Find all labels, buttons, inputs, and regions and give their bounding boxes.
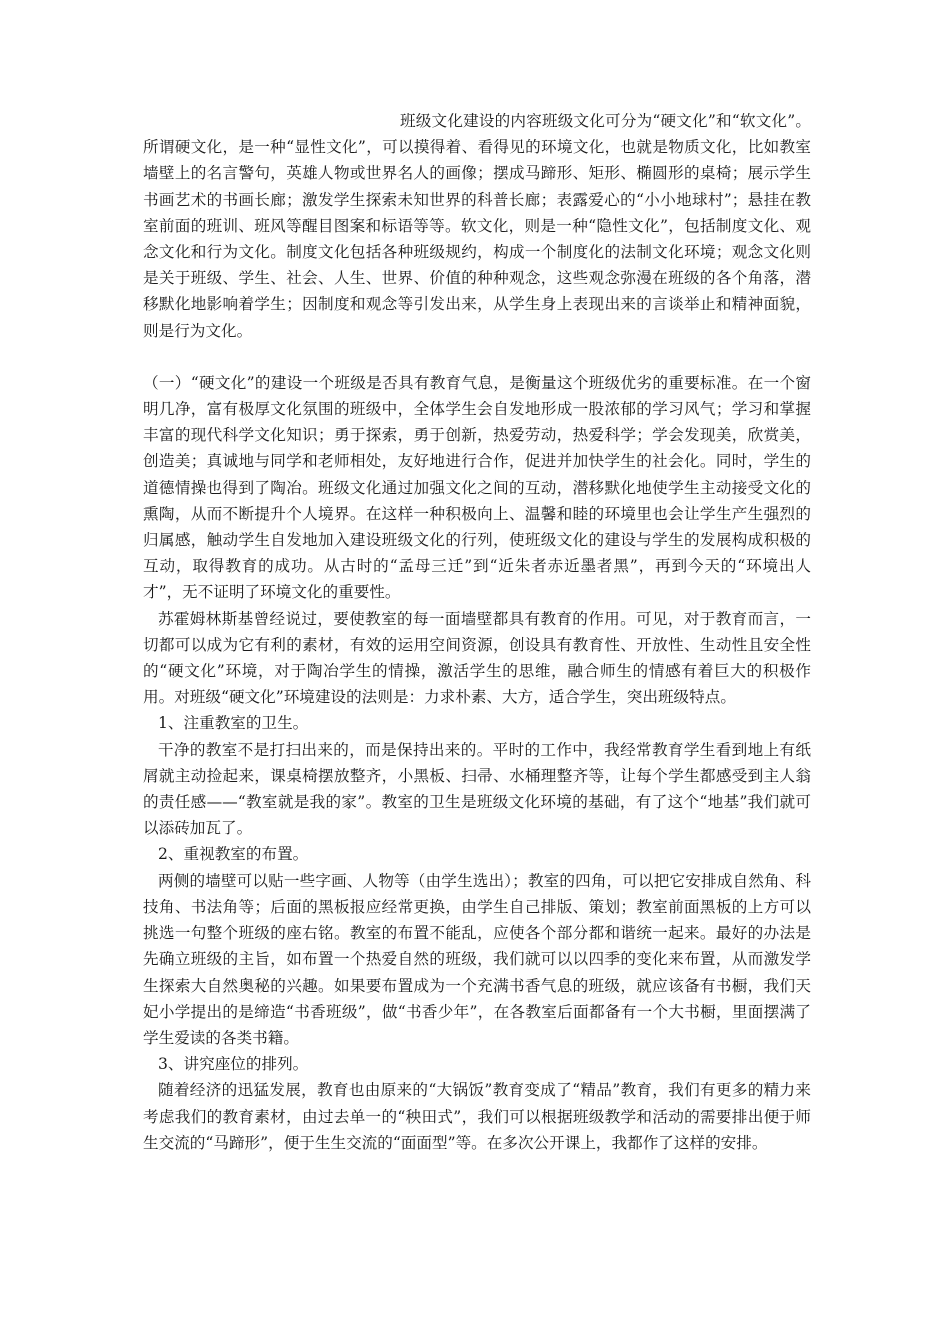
heading-seating: 3、讲究座位的排列。 — [158, 1055, 309, 1074]
paragraph-spacer — [143, 344, 811, 370]
paragraph-seating: 随着经济的迅猛发展，教育也由原来的“大锅饭”教育变成了“精品”教育，我们有更多的精力来考虑我们的教育素材，由过去单一的“秧田式”，我们可以根据班级教学和活动的需要排出便于师生交流的“马蹄形”，便于生生交流的“面面型”等。在多次公开课上，我都作了这样的安排。 — [143, 1081, 811, 1152]
paragraph-decoration: 两侧的墙壁可以贴一些字画、人物等（由学生选出）；教室的四角，可以把它安排成自然角、科技角、书法角等；后面的黑板报应经常更换，由学生自己排版、策划；教室前面黑板的上方可以挑选一句整个班级的座右铭。教室的布置不能乱，应使各个部分都和谐统一起来。最好的办法是先确立班级的主旨，如布置一个热爱自然的班级，我们就可以以四季的变化来布置，从而激发学生探索大自然奥秘的兴趣。如果要布置成为一个充满书香气息的班级，就应该备有书橱，我们天妃小学提出的是缔造“书香班级”，做“书香少年”，在各教室后面都备有一个大书橱，里面摆满了学生爱读的各类书籍。 — [143, 871, 811, 1047]
paragraph-hygiene: 干净的教室不是打扫出来的，而是保持出来的。平时的工作中，我经常教育学生看到地上有纸屑就主动捡起来，课桌椅摆放整齐，小黑板、扫帚、水桶理整齐等，让每个学生都感受到主人翁的责任感——“教室就是我的家”。教室的卫生是班级文化环境的基础，有了这个“地基”我们就可以添砖加瓦了。 — [143, 740, 811, 838]
paragraph-sukhomlinsky: 苏霍姆林斯基曾经说过，要使教室的每一面墙壁都具有教育的作用。可见，对于教育而言，一切都可以成为它有利的素材，有效的运用空间资源，创设具有教育性、开放性、生动性且安全性的“硬文化”环境，对于陶冶学生的情操，激活学生的思维，融合师生的情感有着巨大的积极作用。对班级“硬文化”环境建设的法则是：力求朴素、大方，适合学生，突出班级特点。 — [143, 609, 811, 707]
document-body — [143, 108, 811, 1156]
paragraph-intro: 班级文化建设的内容班级文化可分为“硬文化”和“软文化”。所谓硬文化，是一种“显性文化”，可以摸得着、看得见的环境文化，也就是物质文化，比如教室墙壁上的名言警句，英雄人物或世界名人的画像；摆成马蹄形、矩形、椭圆形的桌椅；展示学生书画艺术的书画长廊；激发学生探索未知世界的科普长廊；表露爱心的“小小地球村”；悬挂在教室前面的班训、班风等醒目图案和标语等等。软文化，则是一种“隐性文化”，包括制度文化、观念文化和行为文化。制度文化包括各种班级规约，构成一个制度化的法制文化环境；观念文化则是关于班级、学生、社会、人生、世界、价值的种种观念，这些观念弥漫在班级的各个角落，潜移默化地影响着学生；因制度和观念等引发出来，从学生身上表现出来的言谈举止和精神面貌，则是行为文化。 — [143, 112, 811, 340]
paragraph-hard-culture: （一）“硬文化”的建设一个班级是否具有教育气息，是衡量这个班级优劣的重要标准。在一个窗明几净，富有极厚文化氛围的班级中，全体学生会自发地形成一股浓郁的学习风气；学习和掌握丰富的现代科学文化知识；勇于探索，勇于创新，热爱劳动，热爱科学；学会发现美，欣赏美，创造美；真诚地与同学和老师相处，友好地进行合作，促进并加快学生的社会化。同时，学生的道德情操也得到了陶冶。班级文化通过加强文化之间的互动，潜移默化地使学生主动接受文化的熏陶，从而不断提升个人境界。在这样一种积极向上、温馨和睦的环境里也会让学生产生强烈的归属感，触动学生自发地加入建设班级文化的行列，使班级文化的建设与学生的发展构成积极的互动，取得教育的成功。从古时的“孟母三迁”到“近朱者赤近墨者黑”，再到今天的“环境出人才”，无不证明了环境文化的重要性。 — [143, 373, 811, 602]
heading-hygiene: 1、注重教室的卫生。 — [158, 714, 309, 733]
heading-decoration: 2、重视教室的布置。 — [158, 845, 309, 864]
